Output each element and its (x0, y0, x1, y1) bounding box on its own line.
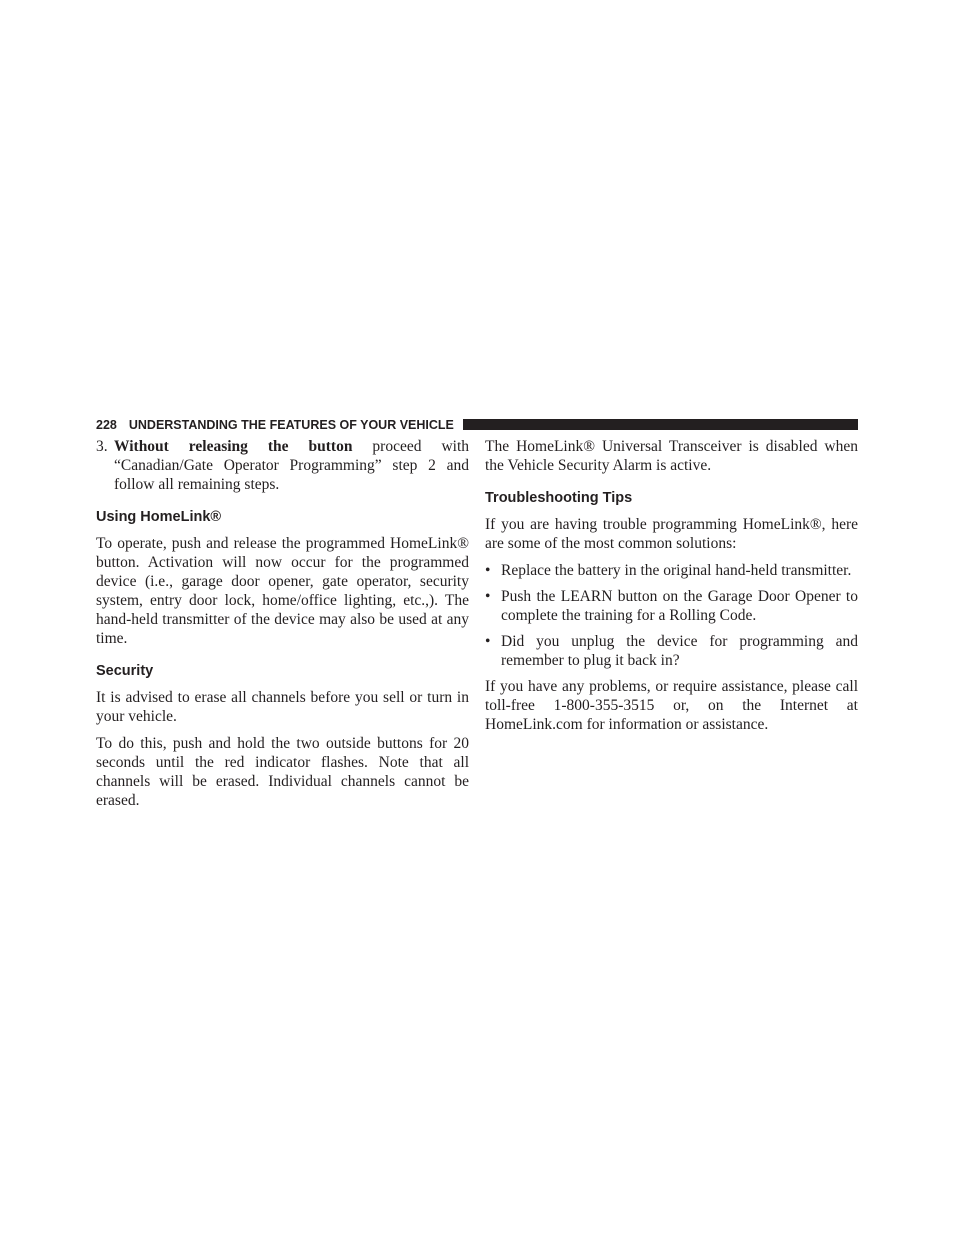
assistance-text: If you have any problems, or require assistance, please call toll-free 1-800-355-3515 or, on the Internet at HomeLink.com for information or assistance. (485, 678, 858, 733)
bullet-icon: • (485, 633, 491, 650)
troubleshooting-intro: If you are having trouble programming HomeLink®, here are some of the most common solutions: (485, 516, 858, 552)
transceiver-note: The HomeLink® Universal Transceiver is disabled when the Vehicle Security Alarm is active. (485, 438, 858, 474)
using-homelink-heading: Using HomeLink® (96, 509, 222, 525)
security-text-2: To do this, push and hold the two outside buttons for 20 seconds until the red indicator flashes. Note that all channels will be erased. Individual channels cannot be erased. (96, 735, 469, 809)
troubleshooting-list (485, 561, 858, 670)
section-title: UNDERSTANDING THE FEATURES OF YOUR VEHICLE (128, 418, 454, 432)
bullet-icon: • (485, 562, 491, 579)
list-item (485, 632, 858, 670)
bullet-icon: • (485, 588, 491, 605)
list-item (485, 561, 858, 580)
right-column (485, 437, 858, 742)
left-column (96, 437, 469, 818)
page-header (96, 417, 858, 433)
list-item-text: Replace the battery in the original hand-held transmitter. (501, 562, 852, 579)
step-rest: proceed with “Canadian/Gate Operator Programming” step 2 and follow all remaining steps. (114, 438, 470, 493)
step-lead: Without releasing the button (114, 438, 353, 455)
list-item-text: Did you unplug the device for programming and remember to plug it back in? (501, 633, 858, 669)
security-text-1: It is advised to erase all channels before you sell or turn in your vehicle. (96, 689, 469, 725)
step-number: 3. (96, 438, 108, 455)
list-item (485, 587, 858, 625)
troubleshooting-heading: Troubleshooting Tips (485, 490, 633, 506)
security-heading: Security (96, 663, 154, 679)
step-text (114, 437, 469, 494)
using-homelink-text: To operate, push and release the programmed HomeLink® button. Activation will now occur for the programmed device (i.e., garage door opener, gate operator, security system, entry door lock, home/office lighting, etc.,). The hand-held transmitter of the device may also be used at any time. (96, 535, 469, 647)
page-number: 228 (96, 418, 117, 432)
list-item-text: Push the LEARN button on the Garage Door Opener to complete the training for a Rolling Code. (501, 588, 858, 624)
step-3 (96, 437, 469, 494)
header-rule (463, 419, 858, 430)
